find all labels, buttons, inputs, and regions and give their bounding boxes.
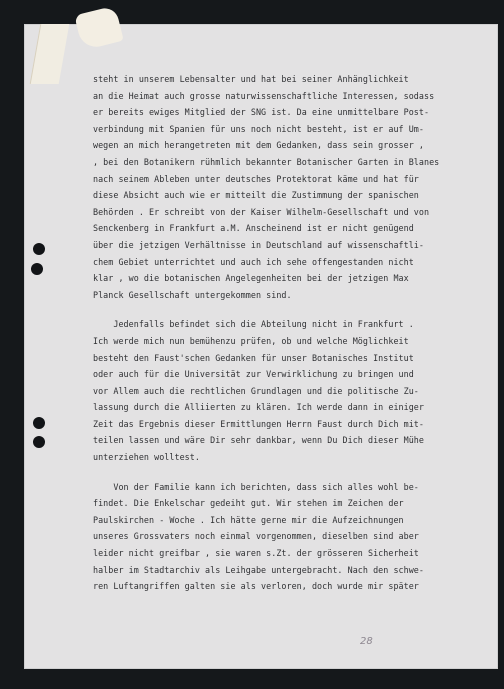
text-line: er bereits ewiges Mitglied der SNG ist. Da eine unmittelbare Post- (93, 107, 430, 118)
text-line: besteht den Faust'schen Gedanken für unser Botanisches Institut (93, 352, 414, 363)
text-line: vor Allem auch die rechtlichen Grundlagen und die politische Zu- (93, 385, 419, 396)
text-line: chem Gebiet unterrichtet und auch ich sehe offengestanden nicht (93, 256, 414, 267)
page-number: 28 (360, 636, 373, 647)
text-line: nach seinem Ableben unter deutsches Protektorat käme und hat für (93, 173, 419, 184)
text-line: an die Heimat auch grosse naturwissenschaftliche Interessen, sodass (93, 90, 435, 101)
text-line: ren Luftangriffen galten sie als verloren, doch wurde mir später (93, 581, 419, 592)
text-line: halber im Stadtarchiv als Leihgabe untergebracht. Nach den schwe- (93, 564, 424, 575)
punch-hole-bottom-2 (33, 436, 45, 448)
text-line: unterziehen wolltest. (93, 452, 200, 463)
text-line: Ich werde mich nun bemühenzu prüfen, ob und welche Möglichkeit (93, 335, 409, 346)
text-line: diese Absicht auch wie er mitteilt die Zustimmung der spanischen (93, 190, 419, 201)
paragraph-3 (93, 479, 478, 595)
text-line: findet. Die Enkelschar gedeiht gut. Wir stehen im Zeichen der (93, 498, 404, 509)
text-line: über die jetzigen Verhältnisse in Deutschland auf wissenschaftli- (93, 239, 424, 250)
punch-hole-top-2 (31, 263, 43, 275)
punch-hole-top-1 (33, 243, 45, 255)
text-line: Behörden . Er schreibt von der Kaiser Wilhelm-Gesellschaft und von (93, 206, 430, 217)
text-line: Von der Familie kann ich berichten, dass sich alles wohl be- (93, 481, 419, 492)
text-line: steht in unserem Lebensalter und hat bei seiner Anhänglichkeit (93, 74, 409, 84)
text-line: lassung durch die Alliierten zu klären. Ich werde dann in einiger (93, 402, 424, 413)
text-line: Planck Gesellschaft untergekommen sind. (93, 289, 292, 300)
text-line: leider nicht greifbar , sie waren s.Zt. der grösseren Sicherheit (93, 548, 419, 559)
punch-hole-bottom-1 (33, 417, 45, 429)
text-line: wegen an mich herangetreten mit dem Gedanken, dass sein grosser , (93, 140, 424, 151)
text-line: verbindung mit Spanien für uns noch nicht besteht, ist er auf Um- (93, 123, 424, 134)
text-line: Senckenberg in Frankfurt a.M. Anscheinend ist er nicht genügend (93, 223, 414, 234)
text-line: , bei den Botanikern rühmlich bekannter Botanischer Garten in Blanes (93, 156, 440, 167)
text-line: unseres Grossvaters noch einmal vorgenommen, dieselben sind aber (93, 531, 419, 542)
typed-letter-body (93, 71, 478, 595)
paragraph-1 (93, 71, 478, 303)
text-line: Paulskirchen - Woche . Ich hätte gerne mir die Aufzeichnungen (93, 514, 404, 525)
text-line: oder auch für die Universität zur Verwirklichung zu bringen und (93, 369, 414, 380)
text-line: teilen lassen und wäre Dir sehr dankbar, wenn Du Dich dieser Mühe (93, 435, 424, 446)
paragraph-2 (93, 316, 478, 465)
text-line: Zeit das Ergebnis dieser Ermittlungen Herrn Faust durch Dich mit- (93, 418, 424, 429)
text-line: Jedenfalls befindet sich die Abteilung nicht in Frankfurt . (93, 319, 414, 330)
text-line: klar , wo die botanischen Angelegenheiten bei der jetzigen Max (93, 273, 409, 284)
